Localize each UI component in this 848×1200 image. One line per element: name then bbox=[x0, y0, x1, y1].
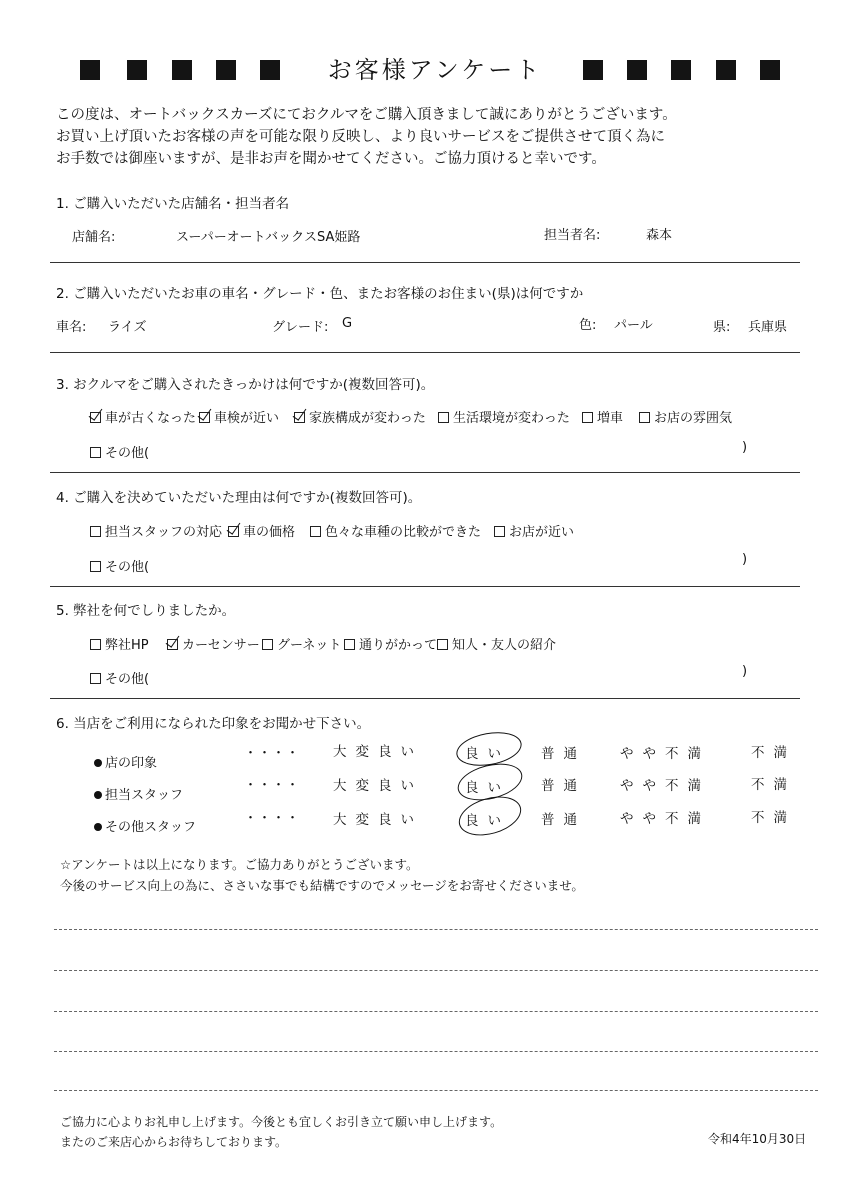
close-paren: ) bbox=[742, 664, 748, 679]
rating-row-label bbox=[94, 752, 157, 771]
divider bbox=[50, 262, 800, 263]
q3-option-old-car[interactable] bbox=[90, 407, 196, 426]
decorative-square-icon bbox=[260, 60, 280, 80]
intro-line: お買い上げ頂いたお客様の声を可能な限り反映し、より良いサービスをご提供させて頂く為に bbox=[56, 129, 665, 145]
q5-option-website[interactable] bbox=[90, 634, 149, 653]
option-label: 車検が近い bbox=[214, 411, 280, 426]
close-paren: ) bbox=[742, 440, 748, 455]
staff-value[interactable]: 森本 bbox=[646, 228, 673, 243]
checkbox-icon[interactable] bbox=[90, 639, 101, 650]
checkbox-icon[interactable] bbox=[494, 526, 505, 537]
closing-line: 今後のサービス向上の為に、ささいな事でも結構ですのでメッセージをお寄せくださいませ。 bbox=[60, 878, 584, 893]
q4-option-other[interactable] bbox=[90, 556, 149, 575]
staff-label: 担当者名: bbox=[544, 228, 601, 243]
rating-choice-very-good[interactable]: 大変良い bbox=[333, 744, 423, 760]
q5-option-other[interactable] bbox=[90, 668, 149, 687]
q4-option-compare[interactable] bbox=[310, 521, 481, 540]
q6-title: 6. 当店をご利用になられた印象をお聞かせ下さい。 bbox=[56, 716, 371, 732]
option-label: 家族構成が変わった bbox=[309, 411, 426, 426]
decorative-square-icon bbox=[172, 60, 192, 80]
rating-choice-normal[interactable]: 普通 bbox=[541, 812, 586, 828]
option-label: 弊社HP bbox=[105, 638, 149, 653]
q2-title: 2. ご購入いただいたお車の車名・グレード・色、またお客様のお住まい(県)は何ですか bbox=[56, 286, 584, 302]
checkbox-icon[interactable] bbox=[639, 412, 650, 423]
checkbox-checked-icon[interactable] bbox=[228, 526, 239, 537]
divider bbox=[50, 472, 800, 473]
row-label-text: 担当スタッフ bbox=[105, 788, 184, 803]
option-label: その他( bbox=[105, 560, 150, 575]
rating-choice-somewhat-dissatisfied[interactable]: やや不満 bbox=[620, 778, 710, 794]
decorative-square-icon bbox=[127, 60, 147, 80]
q5-title: 5. 弊社を何でしりましたか。 bbox=[56, 603, 236, 619]
divider bbox=[50, 586, 800, 587]
decorative-square-icon bbox=[716, 60, 736, 80]
rating-choice-somewhat-dissatisfied[interactable]: やや不満 bbox=[620, 746, 710, 762]
rating-choice-dissatisfied[interactable]: 不満 bbox=[751, 745, 796, 761]
option-label: カーセンサー bbox=[182, 638, 260, 653]
q4-title: 4. ご購入を決めていただいた理由は何ですか(複数回答可)。 bbox=[56, 490, 422, 506]
grade-value[interactable]: G bbox=[342, 316, 353, 331]
checkbox-icon[interactable] bbox=[90, 447, 101, 458]
q3-option-family[interactable] bbox=[294, 407, 426, 426]
option-label: その他( bbox=[105, 446, 150, 461]
leader-dots: ・・・・ bbox=[244, 746, 301, 761]
q3-option-atmosphere[interactable] bbox=[639, 407, 732, 426]
bullet-icon bbox=[94, 791, 102, 799]
message-line[interactable] bbox=[54, 1011, 818, 1012]
leader-dots: ・・・・ bbox=[244, 811, 301, 826]
prefecture-label: 県: bbox=[713, 320, 731, 335]
option-label: お店の雰囲気 bbox=[654, 411, 733, 426]
store-label: 店舗名: bbox=[72, 230, 116, 245]
q3-option-inspection[interactable] bbox=[199, 407, 279, 426]
decorative-square-icon bbox=[80, 60, 100, 80]
decorative-square-icon bbox=[760, 60, 780, 80]
rating-choice-dissatisfied[interactable]: 不満 bbox=[751, 810, 796, 826]
store-value[interactable]: スーパーオートバックスSA姫路 bbox=[176, 230, 361, 245]
footer-line: またのご来店心からお待ちしております。 bbox=[60, 1135, 288, 1149]
rating-choice-normal[interactable]: 普通 bbox=[541, 746, 586, 762]
intro-line: お手数では御座いますが、是非お声を聞かせてください。ご協力頂けると幸いです。 bbox=[56, 151, 606, 167]
date: 令和4年10月30日 bbox=[708, 1132, 807, 1146]
checkbox-icon[interactable] bbox=[262, 639, 273, 650]
rating-choice-dissatisfied[interactable]: 不満 bbox=[751, 777, 796, 793]
color-value[interactable]: パール bbox=[614, 318, 653, 333]
row-label-text: 店の印象 bbox=[105, 756, 158, 771]
checkbox-checked-icon[interactable] bbox=[294, 412, 305, 423]
option-label: 担当スタッフの対応 bbox=[105, 525, 223, 540]
message-line[interactable] bbox=[54, 1090, 818, 1091]
checkbox-checked-icon[interactable] bbox=[90, 412, 101, 423]
option-label: グーネット bbox=[277, 638, 342, 653]
message-line[interactable] bbox=[54, 970, 818, 971]
checkbox-icon[interactable] bbox=[90, 673, 101, 684]
rating-choice-good[interactable]: 良い bbox=[465, 813, 510, 829]
close-paren: ) bbox=[742, 552, 748, 567]
rating-choice-good[interactable]: 良い bbox=[465, 746, 510, 762]
rating-row-label bbox=[94, 816, 196, 835]
rating-choice-good[interactable]: 良い bbox=[465, 780, 510, 796]
option-label: 色々な車種の比較ができた bbox=[325, 525, 482, 540]
car-value[interactable]: ライズ bbox=[108, 320, 147, 335]
option-label: 車の価格 bbox=[243, 525, 296, 540]
q4-option-price[interactable] bbox=[228, 521, 295, 540]
rating-choice-normal[interactable]: 普通 bbox=[541, 778, 586, 794]
option-label: 通りがかって bbox=[359, 638, 438, 653]
q4-option-staff[interactable] bbox=[90, 521, 222, 540]
footer-line: ご協力に心よりお礼申し上げます。今後とも宜しくお引き立て願い申し上げます。 bbox=[60, 1115, 503, 1129]
checkbox-icon[interactable] bbox=[438, 412, 449, 423]
closing-line: ☆アンケートは以上になります。ご協力ありがとうございます。 bbox=[60, 857, 419, 872]
option-label: その他( bbox=[105, 672, 150, 687]
rating-row-label bbox=[94, 784, 183, 803]
car-label: 車名: bbox=[56, 320, 87, 335]
q5-option-referral[interactable] bbox=[437, 634, 556, 653]
q3-title: 3. おクルマをご購入されたきっかけは何ですか(複数回答可)。 bbox=[56, 377, 435, 393]
bullet-icon bbox=[94, 759, 102, 767]
divider bbox=[50, 352, 800, 353]
decorative-square-icon bbox=[216, 60, 236, 80]
title-row bbox=[0, 52, 848, 88]
checkbox-icon[interactable] bbox=[90, 526, 101, 537]
q5-option-goonet[interactable] bbox=[262, 634, 341, 653]
rating-choice-very-good[interactable]: 大変良い bbox=[333, 778, 423, 794]
leader-dots: ・・・・ bbox=[244, 778, 301, 793]
rating-choice-somewhat-dissatisfied[interactable]: やや不満 bbox=[620, 811, 710, 827]
footer bbox=[60, 1112, 502, 1152]
q5-option-passing[interactable] bbox=[344, 634, 437, 653]
intro-line: この度は、オートバックスカーズにておクルマをご購入頂きまして誠にありがとうございます。 bbox=[56, 107, 677, 123]
option-label: 知人・友人の紹介 bbox=[452, 638, 557, 653]
decorative-square-icon bbox=[627, 60, 647, 80]
checkbox-icon[interactable] bbox=[344, 639, 355, 650]
row-label-text: その他スタッフ bbox=[105, 820, 197, 835]
decorative-square-icon bbox=[583, 60, 603, 80]
q4-option-nearby[interactable] bbox=[494, 521, 574, 540]
q1-title: 1. ご購入いただいた店舗名・担当者名 bbox=[56, 196, 290, 212]
option-label: 生活環境が変わった bbox=[453, 411, 570, 426]
q3-option-other[interactable] bbox=[90, 442, 149, 461]
checkbox-icon[interactable] bbox=[582, 412, 593, 423]
page-title: お客様アンケート bbox=[327, 56, 543, 84]
grade-label: グレード: bbox=[272, 320, 329, 335]
checkbox-checked-icon[interactable] bbox=[167, 639, 178, 650]
bullet-icon bbox=[94, 823, 102, 831]
checkbox-checked-icon[interactable] bbox=[199, 412, 210, 423]
color-label: 色: bbox=[579, 318, 597, 333]
rating-choice-very-good[interactable]: 大変良い bbox=[333, 812, 423, 828]
option-label: 増車 bbox=[597, 411, 624, 426]
option-label: 車が古くなった bbox=[105, 411, 197, 426]
option-label: お店が近い bbox=[509, 525, 575, 540]
intro-text bbox=[56, 104, 677, 170]
checkbox-icon[interactable] bbox=[90, 561, 101, 572]
q3-option-lifestyle[interactable] bbox=[438, 407, 570, 426]
divider bbox=[50, 698, 800, 699]
q3-option-additional-car[interactable] bbox=[582, 407, 623, 426]
message-line[interactable] bbox=[54, 1051, 818, 1052]
checkbox-icon[interactable] bbox=[310, 526, 321, 537]
decorative-square-icon bbox=[671, 60, 691, 80]
q5-option-carsensor[interactable] bbox=[167, 634, 260, 653]
prefecture-value[interactable]: 兵庫県 bbox=[748, 320, 788, 335]
message-line[interactable] bbox=[54, 929, 818, 930]
checkbox-icon[interactable] bbox=[437, 639, 448, 650]
